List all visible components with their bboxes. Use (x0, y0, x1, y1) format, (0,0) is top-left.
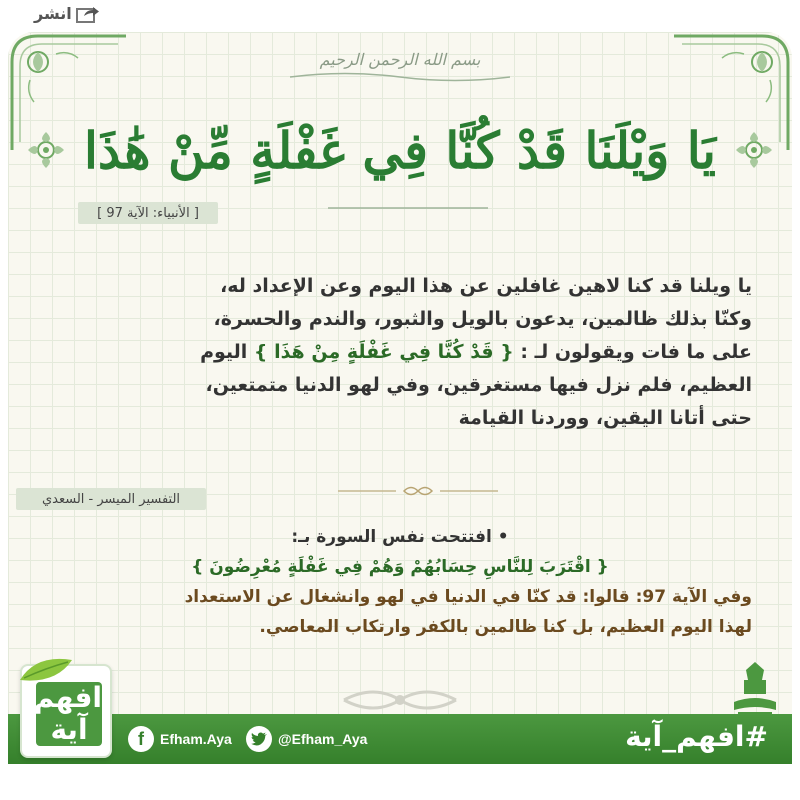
facebook-icon: f (128, 726, 154, 752)
basmala: بسم الله الرحمن الرحيم (319, 50, 481, 69)
footer-bar (8, 714, 792, 764)
tafsir-line: يا ويلنا قد كنا لاهين غافلين عن هذا اليوم وعن الإعداد له، (220, 275, 752, 297)
share-label: انشر (34, 4, 72, 23)
twitter-handle: @Efham_Aya (278, 731, 368, 747)
tafsir-line: العظيم، فلم نزل فيها مستغرقين، وفي لهو الدنيا متمتعين، (205, 374, 752, 396)
tafsir-text-segment: على ما فات ويقولون لـ : (513, 341, 752, 363)
verse-reference-badge: [ الأنبياء: الآية 97 ] (78, 202, 218, 224)
note-section (48, 522, 752, 642)
share-button[interactable] (34, 4, 100, 23)
tafsir-source-badge: التفسير الميسر - السعدي (16, 488, 206, 510)
deen-al-haq-logo (728, 658, 782, 722)
hashtag-link[interactable]: #افهم_آية (625, 720, 768, 753)
efham-aya-logo (20, 664, 112, 758)
tafsir-line: وكنّا بذلك ظالمين، يدعون بالويل والثبور، والندم والحسرة، (213, 308, 752, 330)
note-quote: { اقْتَرَبَ لِلنَّاسِ حِسَابُهُمْ وَهُمْ فِي غَفْلَةٍ مُعْرِضُونَ } (191, 557, 609, 577)
twitter-icon (246, 726, 272, 752)
facebook-handle: Efham.Aya (160, 731, 232, 747)
content-card (8, 32, 792, 764)
tafsir-line: حتى أتانا اليقين، ووردنا القيامة (458, 407, 752, 429)
right-ornamental-bracket-icon (732, 128, 776, 172)
share-arrow-icon (76, 5, 100, 23)
quran-verse: يَا وَيْلَنَا قَدْ كُنَّا فِي غَفْلَةٍ مِّنْ هَٰذَا (84, 120, 716, 180)
note-paragraph-line: لهذا اليوم العظيم، بل كنا ظالمين بالكفر وارتكاب المعاصي. (259, 617, 752, 637)
ornamental-divider-icon (338, 484, 498, 498)
logo-text: افهم آية (33, 681, 102, 746)
basmala-ornament-icon (290, 70, 510, 84)
divider-line (328, 204, 488, 212)
tafsir-text-segment: اليوم (200, 341, 254, 363)
tafsir-line (48, 336, 752, 369)
leaf-icon (16, 654, 76, 684)
twitter-link[interactable] (246, 726, 367, 752)
left-ornamental-bracket-icon (24, 128, 68, 172)
note-bullet: • افتتحت نفس السورة بـ: (291, 527, 509, 547)
facebook-link[interactable] (128, 726, 232, 752)
bottom-ornament-icon (334, 682, 466, 718)
note-paragraph-line: وفي الآية 97: قالوا: قد كنّا في الدنيا في لهو وانشغال عن الاستعداد (184, 587, 752, 607)
tafsir-quote: { قَدْ كُنَّا فِي غَفْلَةٍ مِنْ هَذَا } (253, 341, 514, 363)
tafsir-text (48, 270, 752, 435)
